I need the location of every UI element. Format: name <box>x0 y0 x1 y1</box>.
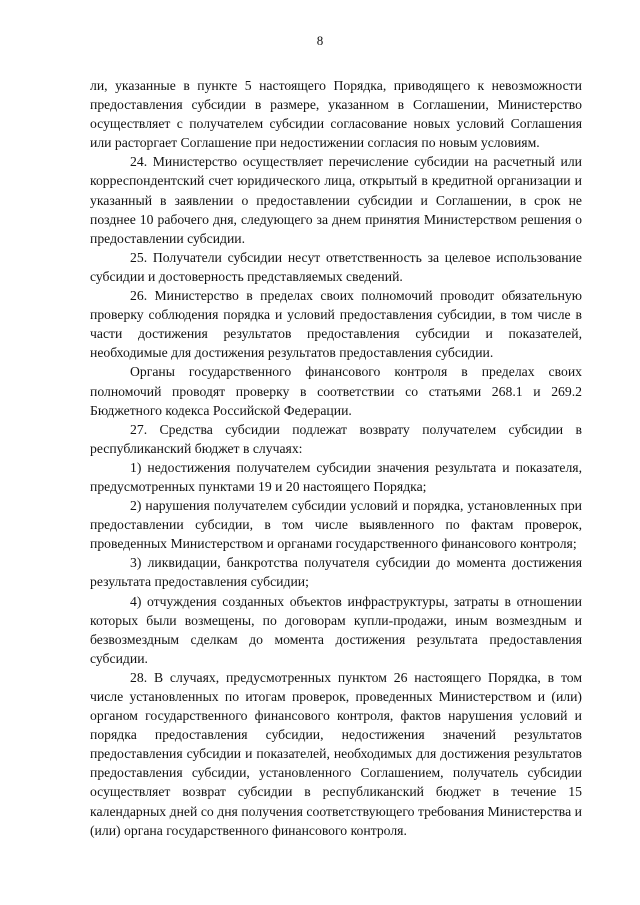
paragraph-28: 28. В случаях, предусмотренных пунктом 26 настоящего Порядка, в том числе установленных по итогам проверок, проведенных Министерством и (или) органом государственного финансового контроля, фактов нарушения условий и порядка предоставления субсидии, недостижения значений результатов предоставления субсидии и показателей, необходимых для достижения результатов предоставления субсидии, установленного Соглашением, получатель субсидии осуществляет возврат субсидии в республиканский бюджет в течение 15 календарных дней со дня получения соответствующего требования Министерства и (или) органа государственного финансового контроля. <box>90 669 582 838</box>
paragraph-27-item-4: 4) отчуждения созданных объектов инфраструктуры, затраты в отношении которых были возмещены, по договорам купли-продажи, иным возмездным и безвозмездным сделкам до момента достижения результата предоставления субсидии. <box>90 593 582 666</box>
paragraph-27: 27. Средства субсидии подлежат возврату получателем субсидии в республиканский бюджет в случаях: <box>90 421 582 456</box>
paragraph-27-item-2: 2) нарушения получателем субсидии условий и порядка, установленных при предоставлении субсидии, в том числе выявленного по фактам проверок, проведенных Министерством и органами государственного финансового контроля; <box>90 498 582 552</box>
paragraph-26: 26. Министерство в пределах своих полномочий проводит обязательную проверку соблюдения порядка и условий предоставления субсидии, в том числе в части достижения результатов предоставления субсидии и показателей, необходимые для достижения результатов предоставления субсидии. <box>90 288 582 361</box>
page-number: 8 <box>316 33 324 48</box>
paragraph-27-item-1: 1) недостижения получателем субсидии значения результата и показателя, предусмотренных пунктами 19 и 20 настоящего Порядка; <box>90 459 582 494</box>
paragraph-24: 24. Министерство осуществляет перечисление субсидии на расчетный или корреспондентский счет юридического лица, открытый в кредитной организации и указанный в заявлении о предоставлении субсидии и Соглашении, в срок не позднее 10 рабочего дня, следующего за днем принятия Министерством решения о предоставлении субсидии. <box>90 154 582 246</box>
paragraph-27-item-3: 3) ликвидации, банкротства получателя субсидии до момента достижения результата предоставления субсидии; <box>90 555 582 590</box>
paragraph-26-control-bodies: Органы государственного финансового контроля в пределах своих полномочий проводят проверку в соответствии со статьями 268.1 и 269.2 Бюджетного кодекса Российской Федерации. <box>90 364 582 418</box>
paragraph-continuation: ли, указанные в пункте 5 настоящего Порядка, приводящего к невозможности предоставления субсидии в размере, указанном в Соглашении, Министерство осуществляет с получателем субсидии согласование новых условий Соглашения или расторгает Соглашение при недостижении согласия по новым условиям. <box>90 78 582 151</box>
document-body <box>90 76 582 840</box>
paragraph-25: 25. Получатели субсидии несут ответственность за целевое использование субсидии и достоверность представляемых сведений. <box>90 249 582 284</box>
